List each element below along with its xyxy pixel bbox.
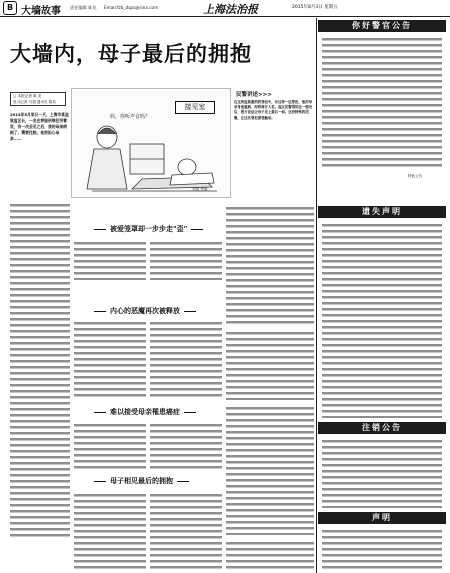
body-column-2d <box>74 492 146 570</box>
body-column-2c <box>74 422 146 472</box>
intro-heading: 民警讲述>>> <box>236 92 272 98</box>
issue-date: 2015年8月3日 星期五 <box>292 5 338 10</box>
body-column-3a <box>150 240 222 280</box>
notice-title-2: 遗失声明 <box>318 206 446 218</box>
cartoon-speech: 妈，你听声音吗？ <box>110 114 151 120</box>
notice-text-3 <box>322 438 442 508</box>
body-column-3d <box>150 492 222 570</box>
notice-text-2 <box>322 222 442 418</box>
subheading-4: 母子相见最后的拥抱 <box>90 476 193 486</box>
newspaper-masthead: 上海法治报 <box>203 3 258 16</box>
body-column-2a <box>74 240 146 280</box>
section-logo: B <box>3 1 17 15</box>
byline-line: 见习记者 马超 通讯员 陈珏 <box>13 100 56 104</box>
body-column-1 <box>10 202 70 540</box>
byline-box <box>10 92 66 106</box>
body-column-3b <box>150 320 222 400</box>
body-column-4c <box>226 405 314 535</box>
body-column-3c <box>150 422 222 472</box>
cartoon-credit: 刘成 作画 <box>192 187 208 191</box>
body-column-4b <box>226 330 314 400</box>
column-divider <box>316 18 317 573</box>
body-column-2b <box>74 320 146 400</box>
editor-credit: 责任编辑 陈龙 <box>70 5 97 10</box>
cartoon-illustration <box>71 88 231 198</box>
byline-line: □ 本报记者 陈 龙 <box>13 94 42 98</box>
notice-title-4: 声明 <box>318 512 446 524</box>
notice-text-4 <box>322 528 442 572</box>
subheading-3: 难以接受母亲罹患癌症 <box>90 407 200 417</box>
notices-sidebar <box>318 20 446 573</box>
body-column-4a <box>226 205 314 325</box>
notice-title-1: 你好警官公告 <box>318 20 446 32</box>
notice-sign-off: 特此公告 <box>408 174 423 178</box>
notice-title-3: 注销公告 <box>318 422 446 434</box>
column-name: 大墙故事 <box>21 6 61 17</box>
visiting-room-sign: 接见室 <box>175 101 215 114</box>
notice-text-1 <box>322 36 442 170</box>
article-lead: 2015年5月某日一天，上海市某监狱监区长，一名在押服刑罪犯哭着说，有一次会见之后，我的母亲病倒了，需要住院。他很担心母亲…… <box>10 112 69 141</box>
subheading-1: 被爱笼罩却一步步走"歪" <box>90 224 207 234</box>
intro-text: 在这所监狱服刑的罪犯中，有这样一位罪犯，他的母亲身患重病，即将离开人世。监区民警得知这一情况后，想方设法让母子见上最后一面。这份特殊的团聚，让这名罪犯深受触动。 <box>234 100 312 120</box>
article-headline: 大墙内，母子最后的拥抱 <box>10 42 252 66</box>
subheading-2: 内心的恶魔再次被释放 <box>90 306 200 316</box>
page-header <box>0 0 450 17</box>
body-column-4d <box>226 540 314 570</box>
editor-email: Email:fzb_dqzs@sina.com <box>104 5 159 10</box>
